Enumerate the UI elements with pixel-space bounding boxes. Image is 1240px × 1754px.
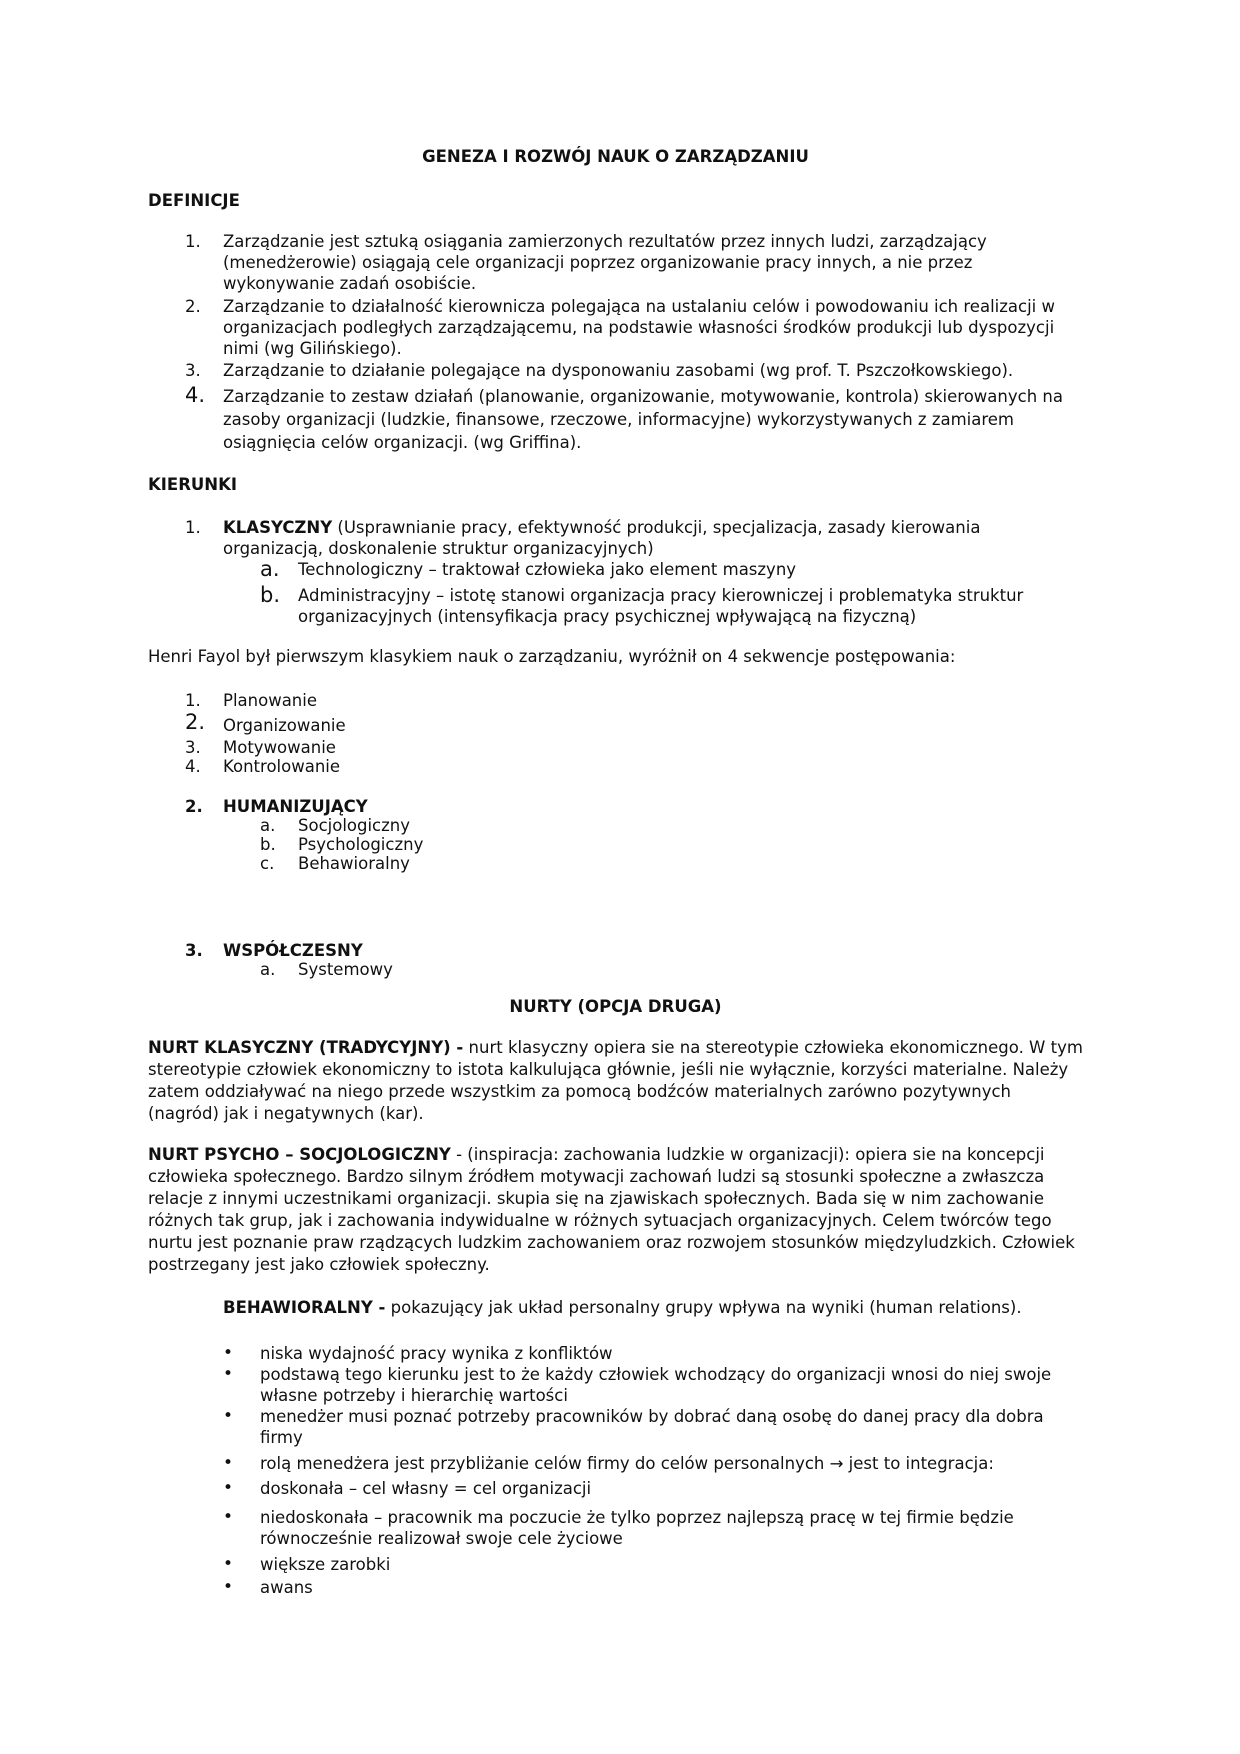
subitem-text: Administracyjny – istotę stanowi organizacja pracy kierowniczej i problematyka struktur organizacyjnych (intensyfikacja pracy psychicznej wpływającą na fizyczną)	[298, 586, 1024, 626]
definition-text: Zarządzanie to działalność kierownicza polegająca na ustalaniu celów i powodowaniu ich realizacji w organizacjach podległych zarządzającemu, na podstawie własności środków produkcji lub dyspozycji nimi (wg Gilińskiego).	[223, 297, 1055, 358]
list-number: 1.	[185, 518, 201, 537]
section-heading-definicje: DEFINICJE	[148, 191, 240, 210]
list-letter: b.	[260, 835, 276, 854]
definition-text: Zarządzanie to zestaw działań (planowanie, organizowanie, motywowanie, kontrola) skierowanych na zasoby organizacji (ludzkie, finansowe, rzeczowe, informacyjne) wykorzystywanych z zamiarem osiągnięcia celów organizacji. (wg Griffina).	[223, 387, 1063, 452]
bullet-text: podstawą tego kierunku jest to że każdy człowiek wchodzący do organizacji wnosi do niej swoje własne potrzeby i hierarchię wartości	[260, 1365, 1052, 1405]
list-number: 2.	[185, 297, 201, 316]
list-number: 1.	[185, 232, 201, 251]
bullet-text: awans	[260, 1578, 313, 1597]
list-number: 1.	[185, 691, 201, 710]
bullet-icon: •	[223, 1343, 234, 1363]
definition-item-2	[185, 296, 1080, 359]
bullet-icon: •	[223, 1554, 234, 1574]
kierunek-name: HUMANIZUJĄCY	[223, 797, 368, 816]
list-number: 2.	[185, 710, 206, 734]
behawioralny-paragraph	[223, 1297, 1083, 1319]
kierunek-name: WSPÓŁCZESNY	[223, 941, 363, 960]
definition-item-4	[185, 385, 1080, 454]
bullet-text: menedżer musi poznać potrzeby pracowników by dobrać daną osobę do danej pracy dla dobra firmy	[260, 1407, 1044, 1447]
kierunek-item-2	[185, 796, 1080, 817]
nurt-psycho-text: - (inspiracja: zachowania ludzkie w organizacji): opiera sie na koncepcji człowieka społecznego. Bardzo silnym źródłem motywacji zachowań ludzi są stosunki społeczne a zwłaszcza relacje z innymi uczestnikami organizacji. skupia się na zjawiskach społecznych. Bada się w nim zachowanie różnych tak grup, jak i zachowania indywidualne w różnych sytuacjach organizacyjnych. Celem twórców tego nurtu jest poznanie praw rządzących ludzkim zachowaniem oraz rozwojem stosunków międzyludzkich. Człowiek postrzegany jest jako człowiek społeczny.	[148, 1145, 1075, 1274]
bullet-text: niska wydajność pracy wynika z konfliktów	[260, 1344, 613, 1363]
bullet-item	[223, 1453, 1083, 1474]
list-letter: a.	[260, 816, 276, 835]
section-heading-kierunki: KIERUNKI	[148, 475, 238, 494]
bullet-text: większe zarobki	[260, 1555, 391, 1574]
nurt-psycho-label: NURT PSYCHO – SOCJOLOGICZNY	[148, 1145, 451, 1164]
list-letter: a.	[260, 960, 276, 979]
kierunek-item-3	[185, 940, 1080, 961]
list-number: 4.	[185, 757, 201, 776]
fayol-step-2	[185, 712, 1080, 736]
nurt-klasyczny-paragraph	[148, 1037, 1083, 1125]
bullet-item	[223, 1577, 1083, 1598]
kierunek-item-1	[185, 517, 1080, 559]
list-number: 3.	[185, 738, 201, 757]
list-letter: c.	[260, 854, 275, 873]
list-number: 3.	[185, 941, 203, 960]
bullet-icon: •	[223, 1478, 234, 1498]
definition-text: Zarządzanie to działanie polegające na dysponowaniu zasobami (wg prof. T. Pszczołkowskiego).	[223, 361, 1014, 380]
step-text: Planowanie	[223, 691, 317, 710]
subitem-text: Technologiczny – traktował człowieka jako element maszyny	[298, 560, 797, 579]
bullet-item	[223, 1507, 1083, 1549]
kierunek-subitem-a	[260, 559, 1080, 580]
step-text: Motywowanie	[223, 738, 336, 757]
step-text: Organizowanie	[223, 716, 346, 735]
bullet-item	[223, 1343, 1083, 1364]
kierunek-subitem-b	[260, 834, 1080, 855]
bullet-text: niedoskonała – pracownik ma poczucie że tylko poprzez najlepszą pracę w tej firmie będzie równocześnie realizował swoje cele życiowe	[260, 1508, 1014, 1548]
kierunek-subitem-a	[260, 815, 1080, 836]
bullet-item	[223, 1478, 1083, 1499]
kierunek-subitem-c	[260, 853, 1080, 874]
fayol-step-4	[185, 756, 1080, 777]
nurt-klasyczny-text: nurt klasyczny opiera sie na stereotypie człowieka ekonomicznego. W tym stereotypie człowiek ekonomiczny to istota kalkulująca głównie, jeśli nie wyłącznie, korzyści materialne. Należy zatem oddziaływać na niego przede wszystkim za pomocą bodźców materialnych zarówno pozytywnych (nagród) jak i negatywnych (kar).	[148, 1038, 1083, 1123]
list-number: 3.	[185, 361, 201, 380]
definition-item-3	[185, 360, 1080, 381]
list-number: 2.	[185, 797, 203, 816]
nurt-psycho-paragraph	[148, 1144, 1083, 1276]
bullet-item	[223, 1554, 1083, 1575]
kierunek-subitem-b	[260, 585, 1080, 627]
bullet-icon: •	[223, 1364, 234, 1384]
nurt-klasyczny-label: NURT KLASYCZNY (TRADYCYJNY) -	[148, 1038, 464, 1057]
bullet-item	[223, 1364, 1083, 1406]
fayol-paragraph: Henri Fayol był pierwszym klasykiem nauk o zarządzaniu, wyróżnił on 4 sekwencje postępowania:	[148, 647, 956, 666]
definition-item-1	[185, 231, 1080, 294]
behawioralny-text: pokazujący jak układ personalny grupy wpływa na wyniki (human relations).	[385, 1298, 1022, 1317]
fayol-step-1	[185, 690, 1080, 711]
bullet-icon: •	[223, 1507, 234, 1527]
definition-text: Zarządzanie jest sztuką osiągania zamierzonych rezultatów przez innych ludzi, zarządzający (menedżerowie) osiągają cele organizacji poprzez organizowanie pracy innych, a nie przez wykonywanie zadań osobiście.	[223, 232, 987, 293]
bullet-text: rolą menedżera jest przybliżanie celów firmy do celów personalnych → jest to integracja:	[260, 1454, 994, 1473]
bullet-icon: •	[223, 1577, 234, 1597]
bullet-text: doskonała – cel własny = cel organizacji	[260, 1479, 592, 1498]
fayol-step-3	[185, 737, 1080, 758]
behawioralny-label: BEHAWIORALNY -	[223, 1298, 386, 1317]
list-letter: a.	[260, 557, 280, 581]
kierunek-name: KLASYCZNY	[223, 518, 333, 537]
bullet-icon: •	[223, 1453, 234, 1473]
bullet-item	[223, 1406, 1083, 1448]
section-heading-nurty: NURTY (OPCJA DRUGA)	[509, 997, 722, 1016]
kierunek-subitem-a	[260, 959, 1080, 980]
list-letter: b.	[260, 583, 281, 607]
kierunek-description: (Usprawnianie pracy, efektywność produkcji, specjalizacja, zasady kierowania organizacją, doskonalenie struktur organizacyjnych)	[223, 518, 981, 558]
document-title: GENEZA I ROZWÓJ NAUK O ZARZĄDZANIU	[422, 147, 809, 166]
subitem-text: Systemowy	[298, 960, 393, 979]
bullet-icon: •	[223, 1406, 234, 1426]
subitem-text: Psychologiczny	[298, 835, 424, 854]
subitem-text: Behawioralny	[298, 854, 410, 873]
kierunek-text	[223, 517, 1080, 559]
step-text: Kontrolowanie	[223, 757, 341, 776]
subitem-text: Socjologiczny	[298, 816, 411, 835]
list-number: 4.	[185, 383, 206, 407]
